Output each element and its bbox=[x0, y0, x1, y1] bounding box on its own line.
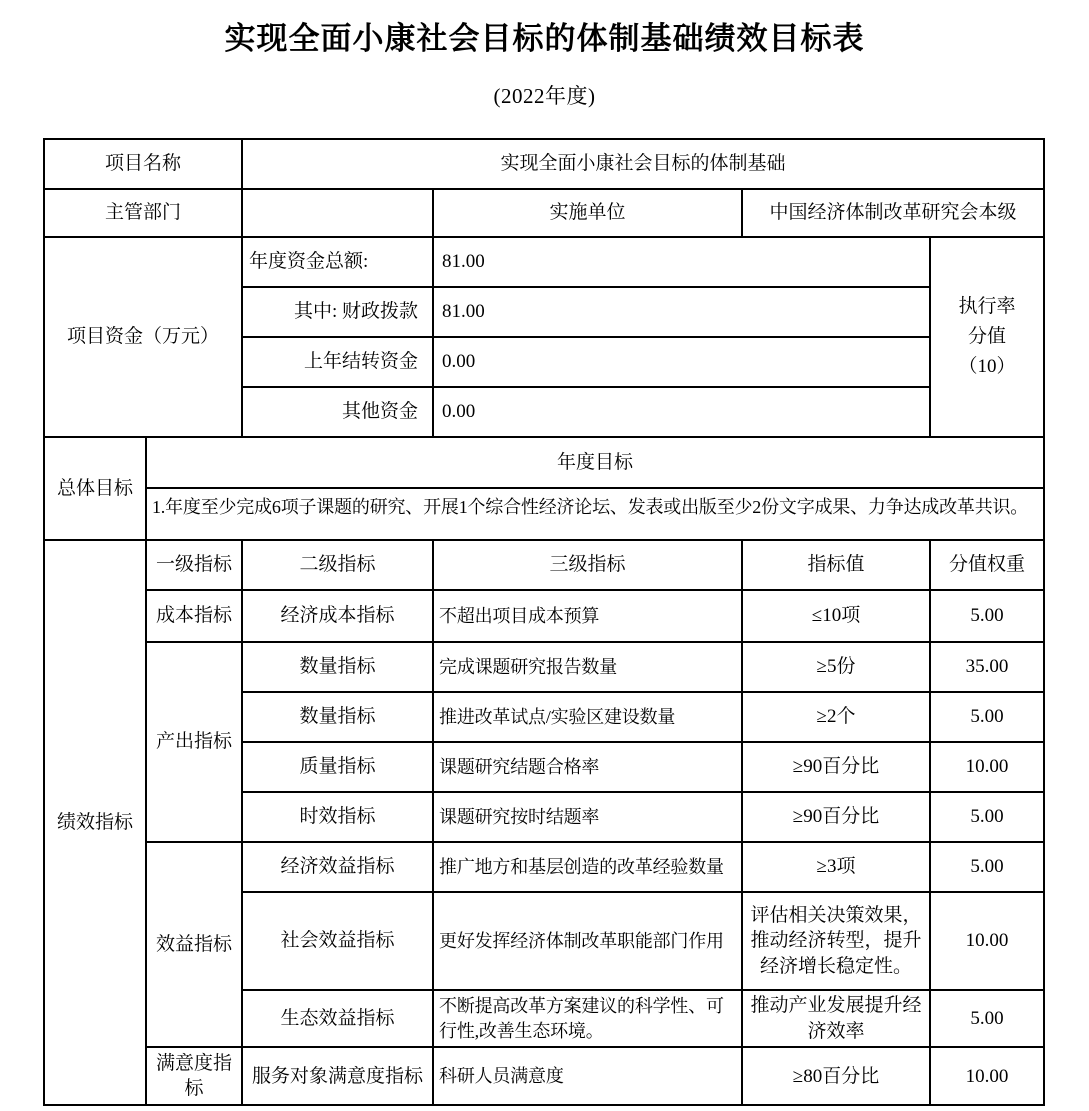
dept-value-cell bbox=[242, 189, 433, 237]
table-row bbox=[44, 237, 1044, 287]
level1-cell: 产出指标 bbox=[146, 642, 242, 842]
level3-cell: 推进改革试点/实验区建设数量 bbox=[433, 692, 742, 742]
project-name-label: 项目名称 bbox=[44, 139, 242, 189]
exec-rate-line: （10） bbox=[958, 356, 1016, 378]
value-cell: 推动产业发展提升经济效率 bbox=[742, 990, 930, 1047]
performance-section-label: 绩效指标 bbox=[44, 540, 146, 1105]
funding-row-label: 上年结转资金 bbox=[242, 337, 433, 387]
value-cell: ≥5份 bbox=[742, 642, 930, 692]
level3-cell: 课题研究结题合格率 bbox=[433, 742, 742, 792]
header-level1: 一级指标 bbox=[146, 540, 242, 590]
level3-cell: 不断提高改革方案建议的科学性、可行性,改善生态环境。 bbox=[433, 990, 742, 1047]
exec-rate-line: 执行率 bbox=[958, 295, 1016, 317]
funding-row-label: 其中: 财政拨款 bbox=[242, 287, 433, 337]
level2-cell: 服务对象满意度指标 bbox=[242, 1047, 433, 1105]
level3-cell: 课题研究按时结题率 bbox=[433, 792, 742, 842]
header-value: 指标值 bbox=[742, 540, 930, 590]
table-row bbox=[44, 590, 1044, 642]
header-level2: 二级指标 bbox=[242, 540, 433, 590]
header-weight: 分值权重 bbox=[930, 540, 1044, 590]
weight-cell: 5.00 bbox=[930, 792, 1044, 842]
header-level3: 三级指标 bbox=[433, 540, 742, 590]
table-row bbox=[44, 488, 1044, 540]
weight-cell: 5.00 bbox=[930, 590, 1044, 642]
objective-section-label: 总体目标 bbox=[44, 437, 146, 540]
value-cell: ≥2个 bbox=[742, 692, 930, 742]
value-cell: ≥3项 bbox=[742, 842, 930, 892]
exec-rate-cell bbox=[930, 237, 1044, 437]
level3-cell: 更好发挥经济体制改革职能部门作用 bbox=[433, 892, 742, 990]
level3-cell: 推广地方和基层创造的改革经验数量 bbox=[433, 842, 742, 892]
objective-content: 1.年度至少完成6项子课题的研究、开展1个综合性经济论坛、发表或出版至少2份文字成果、力争达成改革共识。 bbox=[146, 488, 1044, 540]
table-row bbox=[44, 189, 1044, 237]
funding-row-value: 81.00 bbox=[433, 287, 930, 337]
level1-cell: 满意度指标 bbox=[146, 1047, 242, 1105]
funding-row-label: 年度资金总额: bbox=[242, 237, 433, 287]
project-name-value: 实现全面小康社会目标的体制基础 bbox=[242, 139, 1044, 189]
weight-cell: 10.00 bbox=[930, 742, 1044, 792]
level3-cell: 完成课题研究报告数量 bbox=[433, 642, 742, 692]
weight-cell: 5.00 bbox=[930, 842, 1044, 892]
table-row bbox=[44, 540, 1044, 590]
level1-cell: 成本指标 bbox=[146, 590, 242, 642]
table-row bbox=[44, 642, 1044, 692]
funding-row-value: 81.00 bbox=[433, 237, 930, 287]
table-row bbox=[44, 437, 1044, 488]
level3-cell: 不超出项目成本预算 bbox=[433, 590, 742, 642]
level2-cell: 生态效益指标 bbox=[242, 990, 433, 1047]
weight-cell: 5.00 bbox=[930, 990, 1044, 1047]
weight-cell: 35.00 bbox=[930, 642, 1044, 692]
funding-row-value: 0.00 bbox=[433, 337, 930, 387]
level2-cell: 质量指标 bbox=[242, 742, 433, 792]
impl-unit-label: 实施单位 bbox=[433, 189, 742, 237]
funding-section-label: 项目资金（万元） bbox=[44, 237, 242, 437]
page-subtitle: (2022年度) bbox=[493, 84, 596, 109]
value-cell: ≥90百分比 bbox=[742, 792, 930, 842]
table-row bbox=[44, 1047, 1044, 1105]
level3-cell: 科研人员满意度 bbox=[433, 1047, 742, 1105]
level1-cell: 效益指标 bbox=[146, 842, 242, 1047]
table-row bbox=[44, 139, 1044, 189]
funding-row-value: 0.00 bbox=[433, 387, 930, 437]
level2-cell: 经济成本指标 bbox=[242, 590, 433, 642]
value-cell: 评估相关决策效果，推动经济转型，提升经济增长稳定性。 bbox=[742, 892, 930, 990]
level2-cell: 数量指标 bbox=[242, 692, 433, 742]
table-row bbox=[44, 842, 1044, 892]
objective-header: 年度目标 bbox=[146, 437, 1044, 488]
performance-target-table bbox=[43, 138, 1045, 1106]
exec-rate-line: 分值 bbox=[968, 325, 1007, 347]
value-cell: ≥90百分比 bbox=[742, 742, 930, 792]
weight-cell: 10.00 bbox=[930, 892, 1044, 990]
value-cell: ≥80百分比 bbox=[742, 1047, 930, 1105]
level2-cell: 时效指标 bbox=[242, 792, 433, 842]
funding-row-label: 其他资金 bbox=[242, 387, 433, 437]
impl-unit-value: 中国经济体制改革研究会本级 bbox=[742, 189, 1044, 237]
dept-label: 主管部门 bbox=[44, 189, 242, 237]
level2-cell: 数量指标 bbox=[242, 642, 433, 692]
weight-cell: 5.00 bbox=[930, 692, 1044, 742]
level2-cell: 社会效益指标 bbox=[242, 892, 433, 990]
page-title: 实现全面小康社会目标的体制基础绩效目标表 bbox=[224, 21, 865, 56]
weight-cell: 10.00 bbox=[930, 1047, 1044, 1105]
value-cell: ≤10项 bbox=[742, 590, 930, 642]
level2-cell: 经济效益指标 bbox=[242, 842, 433, 892]
